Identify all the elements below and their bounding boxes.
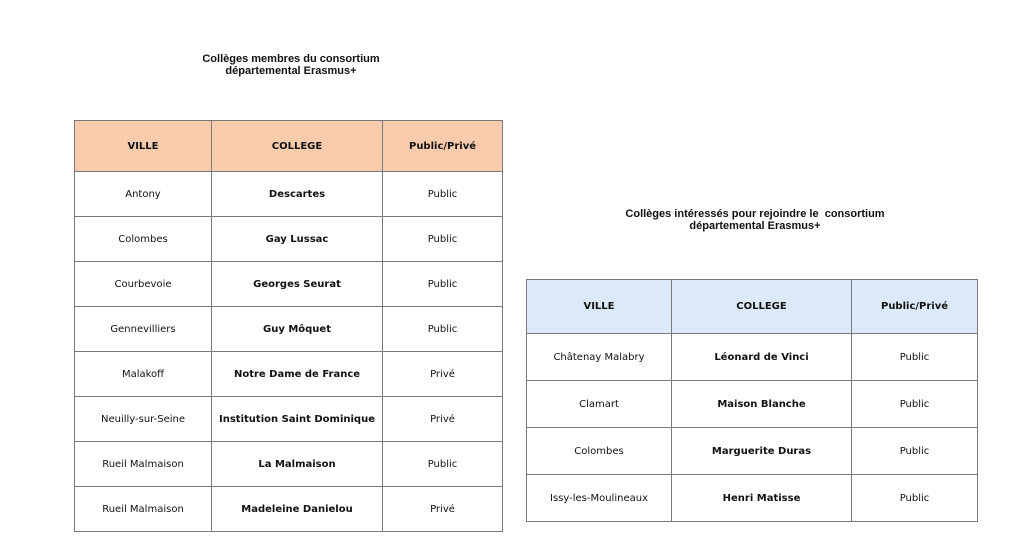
header-ville: VILLE <box>75 121 212 172</box>
right-title-line1: Collèges intéressés pour rejoindre le consortium <box>625 208 885 220</box>
cell-college: Maison Blanche <box>672 381 852 428</box>
table-row <box>527 381 978 428</box>
left-title-line2: départemental Erasmus+ <box>225 65 357 77</box>
cell-statut: Public <box>852 334 978 381</box>
cell-college: Marguerite Duras <box>672 428 852 475</box>
table-row <box>75 307 503 352</box>
table-row <box>527 334 978 381</box>
header-ville: VILLE <box>527 280 672 334</box>
header-college: COLLEGE <box>672 280 852 334</box>
cell-ville: Rueil Malmaison <box>75 487 212 532</box>
cell-ville: Colombes <box>75 217 212 262</box>
cell-ville: Antony <box>75 172 212 217</box>
cell-college: Institution Saint Dominique <box>212 397 383 442</box>
header-statut: Public/Privé <box>852 280 978 334</box>
cell-college: Guy Môquet <box>212 307 383 352</box>
cell-statut: Privé <box>383 352 503 397</box>
interested-colleges-table <box>526 279 978 522</box>
table-row <box>75 172 503 217</box>
cell-statut: Public <box>852 428 978 475</box>
cell-ville: Gennevilliers <box>75 307 212 352</box>
cell-college: Gay Lussac <box>212 217 383 262</box>
cell-college: Léonard de Vinci <box>672 334 852 381</box>
cell-statut: Public <box>852 475 978 522</box>
cell-statut: Public <box>383 217 503 262</box>
cell-college: Descartes <box>212 172 383 217</box>
cell-college: Notre Dame de France <box>212 352 383 397</box>
header-college: COLLEGE <box>212 121 383 172</box>
cell-college: Georges Seurat <box>212 262 383 307</box>
left-title-line1: Collèges membres du consortium <box>202 53 380 65</box>
cell-ville: Rueil Malmaison <box>75 442 212 487</box>
cell-ville: Châtenay Malabry <box>527 334 672 381</box>
cell-statut: Public <box>383 442 503 487</box>
cell-ville: Neuilly-sur-Seine <box>75 397 212 442</box>
cell-college: Henri Matisse <box>672 475 852 522</box>
cell-statut: Privé <box>383 397 503 442</box>
cell-ville: Malakoff <box>75 352 212 397</box>
table-row <box>527 428 978 475</box>
cell-college: La Malmaison <box>212 442 383 487</box>
cell-statut: Public <box>852 381 978 428</box>
table-row <box>75 262 503 307</box>
table-row <box>75 487 503 532</box>
cell-college: Madeleine Danielou <box>212 487 383 532</box>
cell-ville: Clamart <box>527 381 672 428</box>
table-header-row <box>527 280 978 334</box>
table-row <box>527 475 978 522</box>
cell-ville: Courbevoie <box>75 262 212 307</box>
table-row <box>75 442 503 487</box>
member-colleges-table <box>74 120 503 532</box>
table-row <box>75 217 503 262</box>
table-row <box>75 352 503 397</box>
cell-statut: Privé <box>383 487 503 532</box>
table-row <box>75 397 503 442</box>
left-table-title <box>180 53 402 77</box>
cell-statut: Public <box>383 262 503 307</box>
right-table-title <box>580 208 930 232</box>
cell-ville: Issy-les-Moulineaux <box>527 475 672 522</box>
cell-statut: Public <box>383 307 503 352</box>
table-header-row <box>75 121 503 172</box>
right-title-line2: départemental Erasmus+ <box>689 220 821 232</box>
cell-statut: Public <box>383 172 503 217</box>
cell-ville: Colombes <box>527 428 672 475</box>
header-statut: Public/Privé <box>383 121 503 172</box>
